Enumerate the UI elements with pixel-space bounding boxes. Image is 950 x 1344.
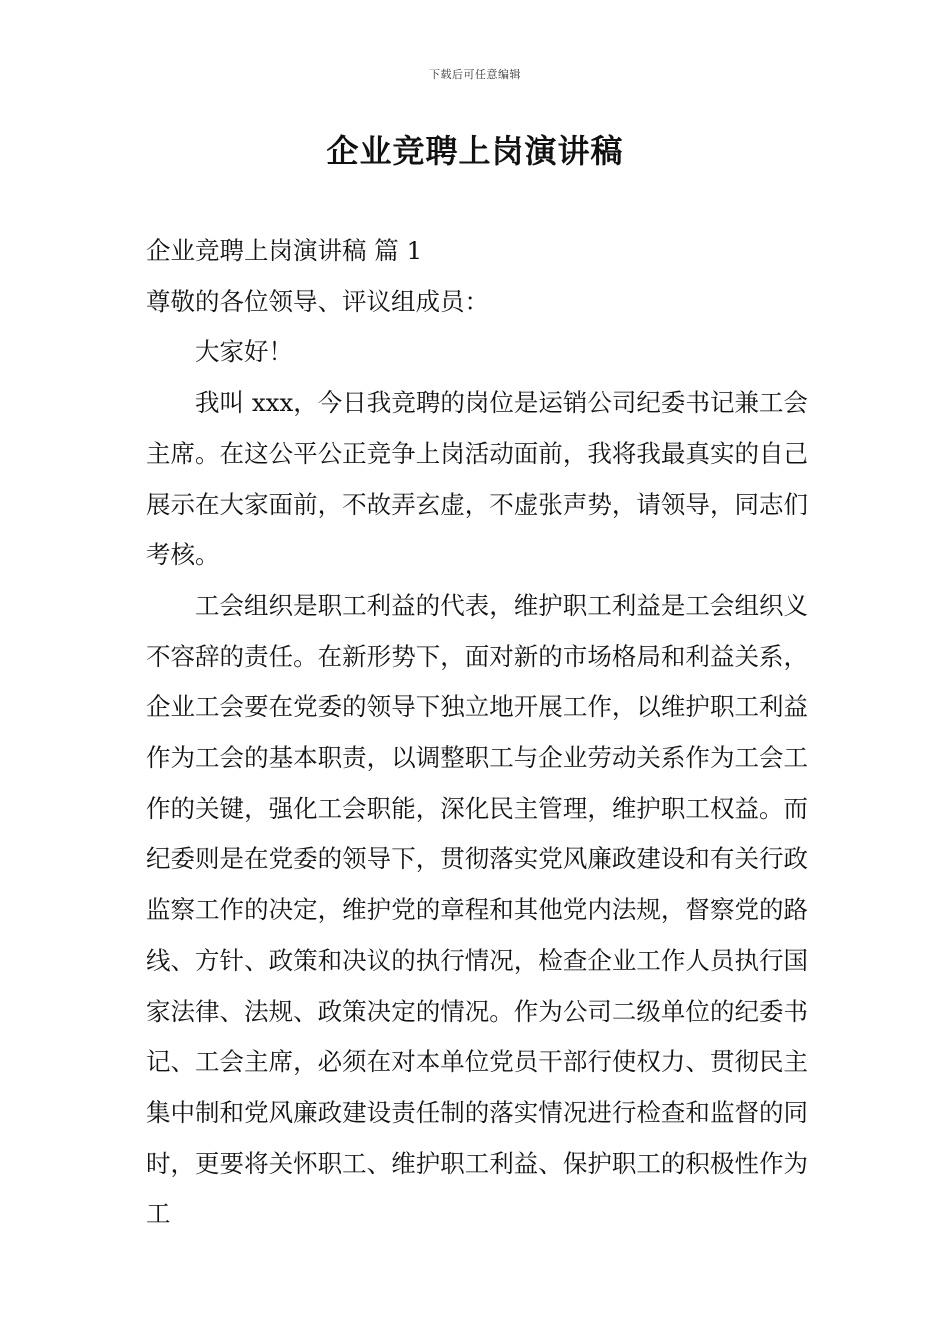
paragraph: 工会组织是职工利益的代表，维护职工利益是工会组织义不容辞的责任。在新形势下，面对新的市场格局和利益关系，企业工会要在党委的领导下独立地开展工作，以维护职工利益作为工会的基本职责，以调整职工与企业劳动关系作为工会工作的关键，强化工会职能，深化民主管理，维护职工权益。而纪委则是在党委的领导下，贯彻落实党风廉政建设和有关行政监察工作的决定，维护党的章程和其他党内法规，督察党的路线、方针、政策和决议的执行情况，检查企业工作人员执行国家法律、法规、政策决定的情况。作为公司二级单位的纪委书记、工会主席，必须在对本单位党员干部行使权力、贯彻民主集中制和党风廉政建设责任制的落实情况进行检查和监督的同时，更要将关怀职工、维护职工利益、保护职工的积极性作为工: [146, 590, 808, 1229]
greeting: 大家好！: [195, 337, 293, 367]
paragraph: 我叫 xxx，今日我竞聘的岗位是运销公司纪委书记兼工会主席。在这公平公正竞争上岗活动面前，我将我最真实的自己展示在大家面前，不故弄玄虚，不虚张声势，请领导，同志们考核。: [146, 388, 808, 570]
salutation: 尊敬的各位领导、评议组成员：: [146, 286, 489, 316]
section-heading: 企业竞聘上岗演讲稿 篇 1: [146, 236, 423, 265]
document-title: 企业竞聘上岗演讲稿: [326, 132, 624, 170]
header-note: 下载后可任意编辑: [429, 68, 521, 81]
document-body: [146, 226, 808, 1240]
